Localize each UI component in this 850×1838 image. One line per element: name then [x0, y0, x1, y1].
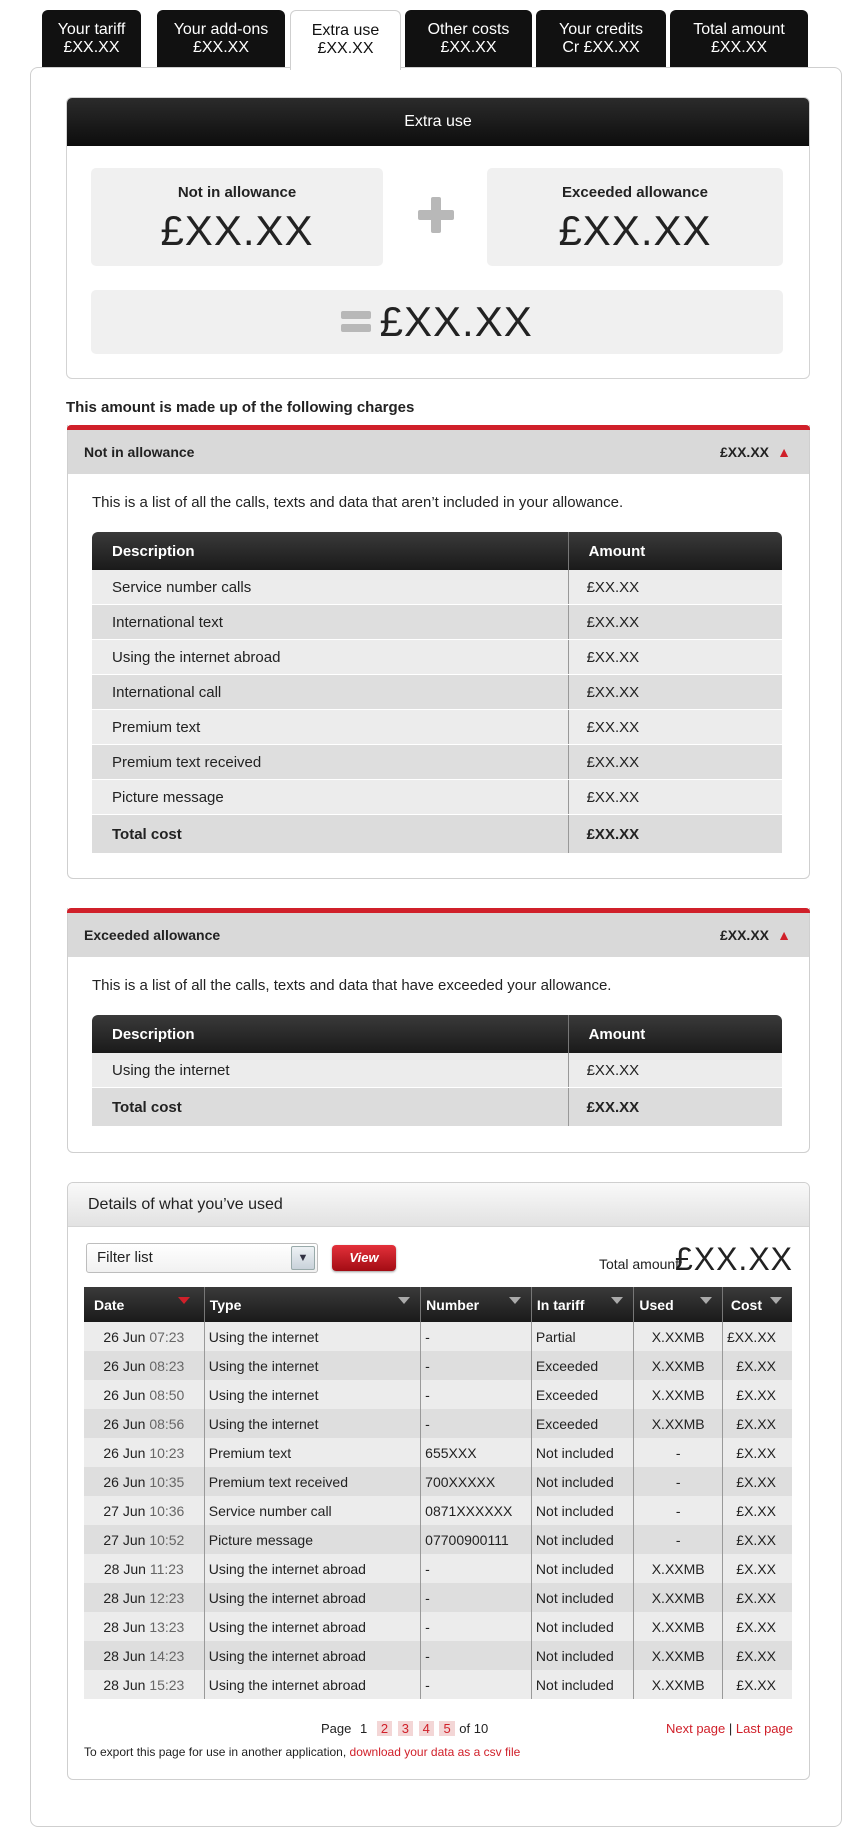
table-row: [84, 1496, 792, 1525]
not-in-allowance-amount: £XX.XX: [160, 207, 314, 254]
col-date[interactable]: [84, 1287, 204, 1322]
row-description: Picture message: [92, 780, 568, 815]
cell-type: Using the internet: [204, 1409, 420, 1438]
row-time: 14:23: [149, 1647, 185, 1664]
row-time: 10:36: [149, 1502, 185, 1519]
row-time: 08:56: [149, 1415, 185, 1432]
row-time: 13:23: [149, 1618, 185, 1635]
extra-use-total-box: [91, 290, 783, 354]
col-type[interactable]: [204, 1287, 420, 1322]
cell-type: Using the internet abroad: [204, 1554, 420, 1583]
page-link[interactable]: 4: [419, 1721, 434, 1736]
total-row: [92, 815, 782, 854]
col-used[interactable]: [634, 1287, 723, 1322]
col-description: Description: [92, 1015, 568, 1053]
cell-date: [84, 1322, 204, 1351]
usage-table-body: [84, 1322, 792, 1699]
cell-used: X.XXMB: [634, 1409, 723, 1438]
extra-use-total-amount: £XX.XX: [379, 298, 533, 345]
cell-number: -: [421, 1380, 532, 1409]
cell-used: X.XXMB: [634, 1583, 723, 1612]
tab-your-credits[interactable]: [536, 10, 666, 68]
cell-used: X.XXMB: [634, 1322, 723, 1351]
equals-icon: [341, 311, 371, 333]
summary-title: Extra use: [67, 98, 809, 146]
cell-used: X.XXMB: [634, 1554, 723, 1583]
page-label: Page: [321, 1721, 352, 1736]
exceeded-allowance-label: Exceeded allowance: [562, 184, 708, 201]
cell-type: Service number call: [204, 1496, 420, 1525]
view-button[interactable]: View: [332, 1245, 396, 1271]
chevron-down-icon[interactable]: ▼: [291, 1246, 315, 1270]
tab-label: Total amount: [693, 21, 785, 38]
not-in-allowance-table: [92, 532, 782, 854]
cell-cost: £XX.XX: [722, 1322, 792, 1351]
table-row: [92, 605, 782, 640]
row-time: 08:23: [149, 1357, 185, 1374]
export-text: To export this page for use in another application,: [84, 1745, 347, 1759]
row-date: 28 Jun: [103, 1618, 146, 1635]
row-amount: £XX.XX: [568, 605, 782, 640]
row-time: 15:23: [149, 1676, 185, 1693]
cell-in-tariff: Not included: [531, 1554, 633, 1583]
row-time: 07:23: [149, 1328, 185, 1345]
cell-used: -: [634, 1496, 723, 1525]
tab-value: £XX.XX: [63, 39, 120, 56]
col-amount: Amount: [568, 532, 782, 570]
row-amount: £XX.XX: [568, 675, 782, 710]
cell-in-tariff: Not included: [531, 1583, 633, 1612]
cell-number: -: [421, 1641, 532, 1670]
plus-icon: [414, 193, 458, 237]
row-description: Premium text: [92, 710, 568, 745]
not-in-allowance-box: [91, 168, 383, 266]
cell-number: 700XXXXX: [421, 1467, 532, 1496]
exceeded-allowance-box: [487, 168, 783, 266]
table-row: [92, 1053, 782, 1088]
section-description: This is a list of all the calls, texts and data that have exceeded your allowance.: [92, 977, 612, 994]
tab-other-costs[interactable]: [405, 10, 532, 68]
cell-used: X.XXMB: [634, 1380, 723, 1409]
table-row: [92, 675, 782, 710]
cell-used: X.XXMB: [634, 1670, 723, 1699]
page-link[interactable]: 3: [398, 1721, 413, 1736]
bill-tabs: [42, 10, 808, 68]
exceeded-allowance-amount: £XX.XX: [558, 207, 712, 254]
sort-icon[interactable]: [509, 1297, 521, 1304]
cell-number: 655XXX: [421, 1438, 532, 1467]
row-date: 26 Jun: [103, 1444, 146, 1461]
row-date: 26 Jun: [103, 1415, 146, 1432]
section-description: This is a list of all the calls, texts and data that aren’t included in your allowance.: [92, 494, 624, 511]
row-date: 26 Jun: [103, 1473, 146, 1490]
cell-date: [84, 1554, 204, 1583]
col-in-tariff[interactable]: [531, 1287, 633, 1322]
row-time: 10:52: [149, 1531, 185, 1548]
collapse-chevron-icon[interactable]: ▲: [777, 927, 791, 943]
section-title: Exceeded allowance: [84, 927, 221, 943]
cell-in-tariff: Not included: [531, 1496, 633, 1525]
total-amount: £XX.XX: [568, 815, 782, 854]
table-row: [84, 1351, 792, 1380]
table-header-row: [84, 1287, 792, 1322]
table-header-row: [92, 1015, 782, 1053]
cell-date: [84, 1438, 204, 1467]
col-amount: Amount: [568, 1015, 782, 1053]
next-page-link[interactable]: Next page: [665, 1721, 726, 1736]
row-time: 12:23: [149, 1589, 185, 1606]
col-label: Date: [94, 1296, 125, 1313]
row-date: 26 Jun: [103, 1357, 146, 1374]
section-title: Not in allowance: [84, 444, 195, 460]
table-row: [92, 745, 782, 780]
exceeded-allowance-section: [67, 908, 810, 1153]
table-row: [84, 1670, 792, 1699]
tab-extra-use[interactable]: [290, 10, 401, 70]
cell-date: [84, 1409, 204, 1438]
col-number[interactable]: [421, 1287, 532, 1322]
not-in-allowance-label: Not in allowance: [177, 184, 297, 201]
cell-type: Using the internet abroad: [204, 1670, 420, 1699]
cell-in-tariff: Not included: [531, 1525, 633, 1554]
row-time: 11:23: [149, 1560, 184, 1577]
cell-date: [84, 1496, 204, 1525]
page-nav: [666, 1721, 793, 1736]
table-row: [92, 710, 782, 745]
not-in-allowance-header[interactable]: [68, 430, 809, 474]
cell-number: 0871XXXXXX: [421, 1496, 532, 1525]
row-amount: £XX.XX: [568, 640, 782, 675]
filter-value: Filter list: [97, 1249, 153, 1266]
cell-date: [84, 1670, 204, 1699]
cell-date: [84, 1641, 204, 1670]
row-amount: £XX.XX: [568, 570, 782, 605]
tab-value: £XX.XX: [317, 40, 374, 57]
row-date: 26 Jun: [103, 1386, 146, 1403]
cell-cost: £X.XX: [722, 1612, 792, 1641]
table-row: [92, 570, 782, 605]
table-row: [84, 1525, 792, 1554]
col-label: Type: [209, 1296, 242, 1313]
total-label: Total cost: [92, 1088, 568, 1127]
row-description: Using the internet: [92, 1053, 568, 1088]
cell-in-tariff: Not included: [531, 1612, 633, 1641]
table-row: [84, 1641, 792, 1670]
cell-date: [84, 1467, 204, 1496]
usage-details-section: [67, 1182, 810, 1780]
last-page-link[interactable]: Last page: [735, 1721, 793, 1736]
table-header-row: [92, 532, 782, 570]
row-description: Using the internet abroad: [92, 640, 568, 675]
cell-date: [84, 1351, 204, 1380]
section-amount: £XX.XX: [719, 444, 769, 460]
cell-type: Using the internet abroad: [204, 1583, 420, 1612]
sort-icon[interactable]: [700, 1297, 712, 1304]
tab-value: £XX.XX: [192, 39, 250, 56]
usage-details-title: Details of what you’ve used: [68, 1183, 809, 1227]
row-date: 28 Jun: [103, 1647, 146, 1664]
cell-date: [84, 1583, 204, 1612]
total-row: [92, 1088, 782, 1127]
cell-type: Premium text: [204, 1438, 420, 1467]
usage-total-amount: £XX.XX: [674, 1241, 793, 1277]
cell-cost: £X.XX: [722, 1641, 792, 1670]
row-description: International text: [92, 605, 568, 640]
cell-cost: £X.XX: [722, 1409, 792, 1438]
table-row: [92, 640, 782, 675]
col-description: Description: [92, 532, 568, 570]
section-amount: £XX.XX: [719, 927, 769, 943]
cell-type: Using the internet abroad: [204, 1641, 420, 1670]
cell-type: Using the internet: [204, 1380, 420, 1409]
row-description: Premium text received: [92, 745, 568, 780]
total-amount: £XX.XX: [568, 1088, 782, 1127]
cell-type: Premium text received: [204, 1467, 420, 1496]
tab-value: Cr £XX.XX: [562, 39, 640, 56]
extra-use-summary: [66, 97, 810, 379]
cell-in-tariff: Exceeded: [531, 1409, 633, 1438]
exceeded-allowance-header[interactable]: [68, 913, 809, 957]
cell-type: Picture message: [204, 1525, 420, 1554]
row-date: 27 Jun: [103, 1531, 146, 1548]
col-label: In tariff: [536, 1296, 585, 1313]
cell-number: -: [421, 1583, 532, 1612]
col-label: Number: [426, 1296, 480, 1313]
tab-label: Your credits: [559, 21, 643, 38]
table-row: [84, 1612, 792, 1641]
row-date: 28 Jun: [103, 1560, 146, 1577]
cell-used: -: [634, 1438, 723, 1467]
cell-in-tariff: Not included: [531, 1467, 633, 1496]
cell-number: 07700900111: [421, 1525, 532, 1554]
cell-in-tariff: Partial: [531, 1322, 633, 1351]
cell-cost: £X.XX: [722, 1467, 792, 1496]
row-time: 10:23: [149, 1444, 185, 1461]
tab-label: Your tariff: [57, 21, 126, 38]
row-time: 10:35: [149, 1473, 185, 1490]
tab-value: £XX.XX: [440, 39, 497, 56]
page-links: [321, 1721, 488, 1736]
row-date: 26 Jun: [103, 1328, 146, 1345]
cell-number: -: [421, 1322, 532, 1351]
cell-in-tariff: Exceeded: [531, 1380, 633, 1409]
row-description: International call: [92, 675, 568, 710]
cell-type: Using the internet: [204, 1351, 420, 1380]
page-link[interactable]: 5: [439, 1721, 454, 1736]
sort-icon[interactable]: [611, 1297, 623, 1304]
row-time: 08:50: [149, 1386, 185, 1403]
row-date: 28 Jun: [103, 1589, 146, 1606]
cell-cost: £X.XX: [722, 1496, 792, 1525]
cell-in-tariff: Not included: [531, 1670, 633, 1699]
table-row: [84, 1380, 792, 1409]
tab-label: Other costs: [427, 21, 510, 38]
cell-used: X.XXMB: [634, 1641, 723, 1670]
cell-cost: £X.XX: [722, 1438, 792, 1467]
page-link[interactable]: 2: [377, 1721, 392, 1736]
row-amount: £XX.XX: [568, 1053, 782, 1088]
nav-separator: |: [728, 1721, 733, 1736]
cell-used: -: [634, 1467, 723, 1496]
usage-table: [84, 1287, 792, 1699]
row-description: Service number calls: [92, 570, 568, 605]
cell-type: Using the internet abroad: [204, 1612, 420, 1641]
cell-used: X.XXMB: [634, 1351, 723, 1380]
table-row: [84, 1467, 792, 1496]
tab-your-add-ons[interactable]: [157, 10, 285, 68]
page-current: 1: [360, 1721, 368, 1736]
cell-date: [84, 1525, 204, 1554]
cell-cost: £X.XX: [722, 1525, 792, 1554]
table-row: [84, 1322, 792, 1351]
exceeded-allowance-table: [92, 1015, 782, 1127]
col-cost[interactable]: [722, 1287, 792, 1322]
row-date: 27 Jun: [103, 1502, 146, 1519]
col-label: Cost: [730, 1296, 762, 1313]
cell-number: -: [421, 1554, 532, 1583]
total-label: Total cost: [92, 815, 568, 854]
row-amount: £XX.XX: [568, 780, 782, 815]
sort-desc-icon[interactable]: [178, 1297, 190, 1304]
cell-number: -: [421, 1351, 532, 1380]
tab-your-tariff[interactable]: [42, 10, 141, 68]
cell-used: -: [634, 1525, 723, 1554]
cell-in-tariff: Exceeded: [531, 1351, 633, 1380]
usage-total-label: Total amount:: [598, 1256, 683, 1272]
table-row: [92, 780, 782, 815]
not-in-allowance-section: [67, 425, 810, 879]
row-amount: £XX.XX: [568, 710, 782, 745]
cell-cost: £X.XX: [722, 1583, 792, 1612]
cell-cost: £X.XX: [722, 1380, 792, 1409]
cell-in-tariff: Not included: [531, 1438, 633, 1467]
cell-number: -: [421, 1670, 532, 1699]
tab-label: Your add-ons: [173, 21, 269, 38]
table-row: [84, 1583, 792, 1612]
sort-icon[interactable]: [398, 1297, 410, 1304]
cell-cost: £X.XX: [722, 1554, 792, 1583]
tab-value: £XX.XX: [710, 39, 768, 56]
page-count: of 10: [459, 1721, 489, 1736]
cell-date: [84, 1380, 204, 1409]
sort-icon[interactable]: [770, 1297, 782, 1304]
cell-number: -: [421, 1409, 532, 1438]
row-date: 28 Jun: [103, 1676, 146, 1693]
export-note: [84, 1745, 520, 1759]
download-csv-link[interactable]: download your data as a csv file: [349, 1745, 521, 1759]
cell-used: X.XXMB: [634, 1612, 723, 1641]
table-row: [84, 1554, 792, 1583]
row-amount: £XX.XX: [568, 745, 782, 780]
cell-in-tariff: Not included: [531, 1641, 633, 1670]
charges-heading: This amount is made up of the following charges: [66, 399, 415, 416]
cell-cost: £X.XX: [722, 1670, 792, 1699]
tab-label: Extra use: [311, 22, 380, 39]
col-label: Used: [639, 1296, 674, 1313]
tab-total-amount[interactable]: [670, 10, 808, 68]
cell-number: -: [421, 1612, 532, 1641]
table-row: [84, 1438, 792, 1467]
table-row: [84, 1409, 792, 1438]
collapse-chevron-icon[interactable]: ▲: [777, 444, 791, 460]
cell-cost: £X.XX: [722, 1351, 792, 1380]
cell-date: [84, 1612, 204, 1641]
cell-type: Using the internet: [204, 1322, 420, 1351]
filter-select[interactable]: [86, 1243, 318, 1273]
